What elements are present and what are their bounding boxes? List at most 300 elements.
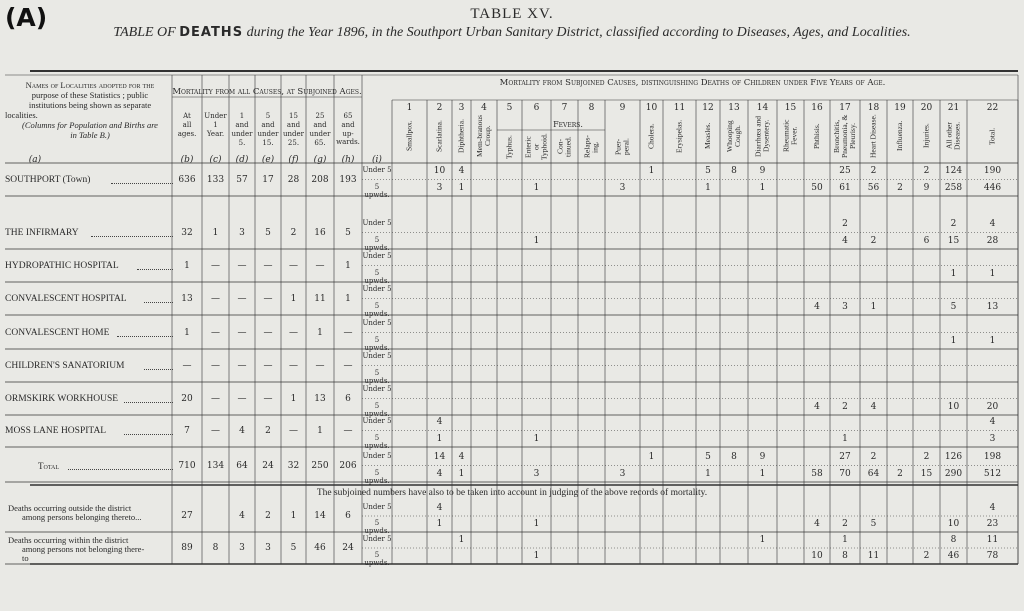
cause-count-upwards: 4 bbox=[814, 401, 820, 412]
cause-count-upwards: 64 bbox=[867, 468, 880, 479]
cause-count-under5: 25 bbox=[839, 166, 851, 176]
cause-count-upwards: 15 bbox=[920, 468, 933, 479]
cause-count-upwards: 446 bbox=[983, 182, 1002, 193]
disease-name: Injuries. bbox=[921, 123, 931, 149]
age-header-word: and bbox=[286, 121, 301, 129]
age-count: — bbox=[211, 393, 220, 404]
cause-count-upwards: 512 bbox=[983, 468, 1002, 479]
names-header-line: institutions being shown as separate bbox=[28, 100, 152, 110]
age-label-upwards: 5 upwds. bbox=[364, 268, 390, 285]
all-causes-header: Mortality from all Causes, at Subjoined Ages. bbox=[172, 87, 362, 97]
age-label-under5: Under 5 bbox=[362, 417, 392, 425]
age-count: 3 bbox=[239, 227, 245, 238]
age-label-under5: Under 5 bbox=[362, 452, 392, 460]
disease-name: Relaps-ing. bbox=[582, 135, 600, 159]
age-count: — bbox=[237, 260, 247, 271]
disease-name: Typhus. bbox=[504, 135, 514, 159]
age-label-under5: Under 5 bbox=[362, 503, 392, 511]
cause-count-upwards: 46 bbox=[947, 551, 960, 561]
cause-count-under5: 9 bbox=[759, 166, 766, 176]
cause-count-under5: 27 bbox=[839, 452, 851, 462]
age-count: 57 bbox=[236, 174, 248, 185]
cause-count-under5: 1 bbox=[458, 535, 465, 545]
age-count: — bbox=[263, 360, 273, 371]
age-count: — bbox=[315, 360, 325, 371]
age-header-word: and bbox=[235, 121, 249, 129]
age-count: 1 bbox=[345, 260, 351, 271]
age-count: 32 bbox=[181, 227, 193, 238]
age-count: 64 bbox=[236, 460, 248, 471]
age-label-under5: Under 5 bbox=[362, 166, 392, 174]
cause-count-upwards: 4 bbox=[870, 401, 877, 412]
cause-count-upwards: 1 bbox=[458, 182, 465, 193]
cause-count-under5: 2 bbox=[923, 166, 930, 176]
age-count: — bbox=[289, 425, 298, 436]
age-header-letter: (b) bbox=[180, 155, 194, 165]
age-label-under5: Under 5 bbox=[362, 385, 392, 393]
cause-count-upwards: 2 bbox=[923, 551, 930, 561]
disease-name: Heart Disease. bbox=[868, 114, 878, 158]
age-header-word: under bbox=[309, 130, 331, 138]
cause-count-under5: 10 bbox=[433, 166, 446, 176]
leader-dots bbox=[117, 328, 173, 337]
cause-count-under5: 5 bbox=[705, 166, 711, 176]
cause-count-upwards: 1 bbox=[759, 468, 766, 479]
age-count: — bbox=[263, 260, 273, 271]
names-header-line: Names of Localities adopted for the bbox=[25, 80, 155, 90]
cause-count-upwards: 3 bbox=[619, 468, 626, 479]
cause-count-under5: 4 bbox=[436, 417, 443, 427]
cause-count-upwards: 1 bbox=[458, 468, 465, 479]
age-label-under5: Under 5 bbox=[362, 535, 392, 543]
age-header-word: Year. bbox=[206, 130, 225, 138]
cause-count-under5: 2 bbox=[870, 452, 877, 462]
age-count: 208 bbox=[311, 174, 329, 185]
extra-row-label: among persons belonging thereto... bbox=[22, 512, 142, 522]
age-count: 32 bbox=[287, 460, 300, 471]
age-label-upwards: 5 upwds. bbox=[364, 468, 390, 485]
age-label-upwards: 5 upwds. bbox=[364, 401, 390, 418]
disease-number: 15 bbox=[784, 103, 797, 113]
cause-count-under5: 2 bbox=[923, 452, 930, 462]
disease-name: Scarlatina. bbox=[434, 120, 444, 152]
age-label-upwards: 5 upwds. bbox=[364, 433, 390, 450]
age-count: — bbox=[289, 260, 298, 271]
cause-count-upwards: 13 bbox=[986, 301, 999, 312]
age-count: — bbox=[263, 327, 273, 338]
cause-count-under5: 1 bbox=[648, 166, 655, 176]
age-label-upwards: 5 upwds. bbox=[364, 301, 390, 318]
cause-count-upwards: 20 bbox=[986, 401, 999, 412]
age-count: 5 bbox=[290, 543, 297, 553]
age-header-word: 5 bbox=[265, 112, 271, 120]
age-header-word: under bbox=[257, 130, 279, 138]
age-count: — bbox=[343, 327, 353, 338]
age-count: 1 bbox=[317, 425, 323, 436]
age-count: 5 bbox=[345, 227, 351, 238]
locality-name: CONVALESCENT HOSPITAL bbox=[5, 294, 127, 304]
cause-count-under5: 8 bbox=[731, 166, 737, 176]
cause-count-under5: 190 bbox=[983, 166, 1002, 176]
age-count: 636 bbox=[178, 174, 196, 185]
age-count: 11 bbox=[314, 293, 326, 304]
cause-count-upwards: 1 bbox=[950, 268, 957, 279]
age-count: 89 bbox=[181, 543, 193, 553]
locality-name: CHILDREN'S SANATORIUM bbox=[5, 361, 125, 371]
age-header-letter: (f) bbox=[288, 155, 299, 165]
age-count: 24 bbox=[262, 460, 274, 471]
cause-count-upwards: 8 bbox=[842, 551, 848, 561]
disease-name: Total. bbox=[987, 127, 997, 145]
age-header-word: 65 bbox=[343, 112, 353, 120]
disease-name: Puer-peral. bbox=[613, 138, 631, 156]
causes-header: Mortality from Subjoined Causes, distinguishing Deaths of Children under Five Years of Age. bbox=[499, 78, 886, 88]
cause-count-upwards: 10 bbox=[947, 519, 960, 529]
age-header-word: under bbox=[283, 130, 304, 138]
age-header-word: and bbox=[313, 121, 327, 129]
figure-label: (A) bbox=[5, 3, 48, 32]
age-label-under5: Under 5 bbox=[362, 352, 392, 360]
age-header-letter: (g) bbox=[313, 155, 327, 165]
age-count: 4 bbox=[239, 425, 245, 436]
cause-count-under5: 8 bbox=[731, 452, 737, 462]
age-count: 1 bbox=[184, 327, 190, 338]
age-header-letter: (c) bbox=[209, 155, 222, 165]
cause-count-upwards: 2 bbox=[870, 235, 877, 246]
age-header-word: 1 bbox=[213, 121, 218, 129]
cause-count-upwards: 1 bbox=[759, 182, 766, 193]
cause-count-upwards: 1 bbox=[989, 268, 996, 279]
extra-row-label: Deaths occurring outside the district bbox=[8, 503, 132, 513]
age-count: 1 bbox=[212, 227, 219, 238]
disease-name: Diarrhœa and Dysentery. bbox=[753, 115, 771, 157]
age-label-upwards: 5 upwds. bbox=[364, 368, 390, 385]
cause-count-upwards: 1 bbox=[533, 433, 540, 444]
cause-count-upwards: 28 bbox=[986, 235, 999, 246]
names-header-line: in Table B.) bbox=[70, 130, 110, 140]
age-count: 13 bbox=[181, 293, 193, 304]
extra-row-label: Deaths occurring within the district bbox=[8, 535, 129, 545]
names-header bbox=[5, 80, 175, 140]
locality-name: Total bbox=[38, 461, 60, 471]
disease-name: All other Diseases. bbox=[944, 121, 962, 151]
age-count: — bbox=[343, 425, 353, 436]
cause-count-upwards: 1 bbox=[842, 433, 848, 444]
disease-name: Rheumatic Fever. bbox=[781, 119, 799, 153]
cause-count-upwards: 3 bbox=[436, 182, 443, 193]
cause-count-upwards: 3 bbox=[989, 433, 996, 444]
disease-number: 11 bbox=[673, 103, 686, 113]
leader-dots bbox=[91, 228, 173, 237]
disease-number: 2 bbox=[436, 103, 443, 113]
age-count: — bbox=[211, 360, 220, 371]
leader-dots bbox=[137, 261, 173, 270]
disease-number: 16 bbox=[811, 103, 823, 113]
cause-count-upwards: 5 bbox=[870, 519, 877, 529]
age-count: — bbox=[211, 327, 220, 338]
age-count: 27 bbox=[181, 511, 193, 521]
cause-count-under5: 4 bbox=[989, 417, 996, 427]
age-header-word: 5. bbox=[238, 139, 246, 147]
cause-count-upwards: 1 bbox=[989, 335, 996, 346]
leader-dots bbox=[68, 461, 173, 470]
age-count: 16 bbox=[314, 227, 326, 238]
locality-name: THE INFIRMARY bbox=[5, 228, 79, 238]
cause-count-upwards: 10 bbox=[947, 401, 960, 412]
age-header-word: 1 bbox=[239, 112, 245, 120]
disease-name: Whooping Cough. bbox=[725, 120, 742, 152]
age-header-word: under bbox=[231, 130, 253, 138]
cause-count-upwards: 4 bbox=[436, 468, 443, 479]
age-count: — bbox=[289, 360, 298, 371]
cause-count-upwards: 1 bbox=[705, 182, 711, 193]
cause-count-under5: 1 bbox=[648, 452, 655, 462]
age-label-under5: Under 5 bbox=[362, 319, 392, 327]
age-count: 1 bbox=[317, 327, 323, 338]
age-header-letter: (h) bbox=[341, 155, 355, 165]
names-header-line: (Columns for Population and Births are bbox=[22, 120, 158, 130]
cause-count-under5: 2 bbox=[842, 219, 848, 229]
age-count: 1 bbox=[290, 393, 297, 404]
age-count: 20 bbox=[181, 393, 193, 404]
age-count: 6 bbox=[345, 511, 351, 521]
age-count: 5 bbox=[265, 227, 271, 238]
cause-count-upwards: 2 bbox=[897, 468, 903, 479]
disease-name: Con-tinued. bbox=[555, 136, 573, 158]
age-count: — bbox=[237, 293, 247, 304]
cause-count-upwards: 5 bbox=[950, 301, 957, 312]
disease-number: 22 bbox=[986, 103, 999, 113]
cause-count-upwards: 10 bbox=[811, 551, 823, 561]
cause-count-under5: 14 bbox=[433, 452, 446, 462]
cause-count-upwards: 1 bbox=[533, 551, 540, 561]
cause-count-under5: 11 bbox=[986, 535, 999, 545]
age-count: — bbox=[343, 360, 353, 371]
disease-number: 9 bbox=[619, 103, 626, 113]
title-post: during the Year 1896, in the Southport Urban Sanitary District, classified according to Diseases, Ages, and Localities. bbox=[246, 25, 911, 40]
disease-name: Diphtheria. bbox=[456, 119, 466, 153]
cause-count-upwards: 1 bbox=[533, 235, 540, 246]
leader-dots bbox=[111, 175, 173, 184]
locality-name: MOSS LANE HOSPITAL bbox=[5, 426, 107, 436]
cause-count-upwards: 2 bbox=[897, 182, 903, 193]
disease-number: 3 bbox=[458, 103, 465, 113]
subjoined-note: The subjoined numbers have also to be taken into account in judging of the above records of mortality. bbox=[316, 488, 708, 498]
cause-count-under5: 1 bbox=[759, 535, 766, 545]
disease-number: 8 bbox=[588, 103, 595, 113]
age-count: — bbox=[211, 293, 220, 304]
age-header-word: 15 bbox=[289, 112, 298, 120]
age-count: 710 bbox=[178, 460, 196, 471]
cause-count-upwards: 3 bbox=[619, 182, 626, 193]
age-label-upwards: 5 upwds. bbox=[364, 235, 390, 252]
disease-number: 14 bbox=[756, 103, 769, 113]
age-header-word: and bbox=[261, 121, 275, 129]
cause-count-under5: 4 bbox=[436, 503, 443, 513]
disease-number: 18 bbox=[867, 103, 880, 113]
cause-count-under5: 4 bbox=[989, 503, 996, 513]
cause-count-upwards: 2 bbox=[842, 519, 848, 529]
disease-number: 13 bbox=[728, 103, 740, 113]
cause-count-upwards: 70 bbox=[839, 468, 851, 479]
disease-number: 4 bbox=[481, 103, 487, 113]
disease-number: 7 bbox=[561, 103, 568, 113]
age-label-upwards: 5 upwds. bbox=[364, 335, 390, 352]
disease-number: 1 bbox=[406, 103, 413, 113]
disease-name: Smallpox. bbox=[404, 120, 414, 152]
locality-name: ORMSKIRK WORKHOUSE bbox=[5, 394, 119, 404]
age-count: 2 bbox=[290, 227, 297, 238]
age-header-word: up-wards. bbox=[336, 130, 360, 146]
cause-count-under5: 4 bbox=[458, 452, 465, 462]
age-count: 2 bbox=[265, 511, 271, 521]
disease-name: Influenza. bbox=[895, 120, 904, 152]
leader-dots bbox=[144, 361, 173, 370]
disease-number: 10 bbox=[645, 103, 658, 113]
age-count: — bbox=[263, 393, 273, 404]
age-count: 134 bbox=[206, 460, 225, 471]
age-count: 3 bbox=[239, 543, 245, 553]
age-label-upwards: 5 upwds. bbox=[364, 182, 390, 199]
cause-count-upwards: 61 bbox=[839, 182, 851, 193]
cause-count-upwards: 4 bbox=[814, 519, 820, 529]
disease-number: 20 bbox=[920, 103, 933, 113]
cause-count-upwards: 11 bbox=[867, 551, 880, 561]
disease-number: 21 bbox=[947, 103, 960, 113]
disease-name: Erysipelas. bbox=[674, 119, 684, 153]
cause-count-upwards: 1 bbox=[436, 519, 443, 529]
locality-name: CONVALESCENT HOME bbox=[5, 328, 110, 338]
leader-dots bbox=[144, 294, 173, 303]
age-count: 133 bbox=[206, 174, 225, 185]
cause-count-under5: 9 bbox=[759, 452, 766, 462]
disease-name: Phthisis. bbox=[812, 123, 821, 149]
age-count: 14 bbox=[314, 511, 326, 521]
age-count: 3 bbox=[265, 543, 271, 553]
age-label-under5: Under 5 bbox=[362, 219, 392, 227]
cause-count-upwards: 3 bbox=[533, 468, 540, 479]
cause-count-upwards: 58 bbox=[811, 468, 823, 479]
age-count: — bbox=[211, 260, 220, 271]
cause-count-upwards: 1 bbox=[436, 433, 443, 444]
age-count: 6 bbox=[345, 393, 351, 404]
age-header-letter: (d) bbox=[235, 155, 249, 165]
cause-count-upwards: 23 bbox=[986, 519, 999, 529]
table-number: TABLE XV. bbox=[470, 6, 554, 22]
cause-count-upwards: 78 bbox=[986, 551, 999, 561]
age-count: — bbox=[237, 393, 247, 404]
cause-count-upwards: 1 bbox=[705, 468, 711, 479]
extra-row-label: to bbox=[22, 553, 29, 563]
age-header-letter: (e) bbox=[261, 155, 275, 165]
cause-count-under5: 126 bbox=[944, 452, 963, 462]
age-header-word: 65. bbox=[314, 139, 326, 147]
age-count: 250 bbox=[311, 460, 329, 471]
disease-name: Measles. bbox=[703, 122, 712, 150]
age-count: — bbox=[315, 260, 325, 271]
cause-count-upwards: 1 bbox=[870, 301, 877, 312]
age-count: 206 bbox=[339, 460, 357, 471]
age-label-upwards: 5 upwds. bbox=[364, 519, 390, 535]
cause-count-upwards: 3 bbox=[842, 301, 848, 312]
disease-number: 17 bbox=[839, 103, 851, 113]
age-count: 7 bbox=[184, 425, 190, 436]
age-count: 1 bbox=[290, 511, 297, 521]
age-label-under5: Under 5 bbox=[362, 285, 392, 293]
cause-count-upwards: 15 bbox=[947, 235, 960, 246]
disease-number: 6 bbox=[533, 103, 540, 113]
age-label-under5: Under 5 bbox=[362, 252, 392, 260]
age-header-word: 25. bbox=[287, 139, 300, 147]
cause-count-upwards: 56 bbox=[867, 182, 880, 193]
disease-name: Bronchitis, Pneumonia, & Pleurisy. bbox=[832, 114, 857, 158]
extra-row-label: among persons not belonging there- bbox=[22, 544, 145, 554]
age-header-word: 25 bbox=[315, 112, 325, 120]
age-count: 46 bbox=[314, 543, 326, 553]
age-label-upwards: 5 upwds. bbox=[364, 551, 390, 567]
cause-count-under5: 1 bbox=[842, 535, 848, 545]
names-header-line: purpose of these Statistics ; public bbox=[31, 90, 149, 100]
disease-number: 12 bbox=[702, 103, 714, 113]
cause-count-under5: 4 bbox=[458, 166, 465, 176]
cause-count-upwards: 1 bbox=[950, 335, 957, 346]
cause-count-upwards: 2 bbox=[842, 401, 848, 412]
cause-count-under5: 2 bbox=[870, 166, 877, 176]
age-count: 193 bbox=[339, 174, 357, 185]
age-count: — bbox=[289, 327, 298, 338]
cause-count-under5: 124 bbox=[944, 166, 963, 176]
cause-count-upwards: 258 bbox=[944, 182, 963, 193]
cause-count-upwards: 290 bbox=[944, 468, 963, 479]
cause-count-under5: 198 bbox=[983, 452, 1002, 462]
age-count: — bbox=[263, 293, 273, 304]
title-pre: TABLE OF bbox=[113, 25, 176, 40]
disease-name: Cholera. bbox=[646, 123, 656, 149]
cause-count-under5: 2 bbox=[950, 219, 957, 229]
leader-dots bbox=[124, 394, 173, 403]
disease-name: Mem-branous Croup. bbox=[475, 114, 492, 158]
age-count: 17 bbox=[262, 174, 274, 185]
age-count: — bbox=[237, 327, 247, 338]
age-group-letter: (i) bbox=[372, 155, 382, 165]
cause-count-upwards: 4 bbox=[814, 301, 820, 312]
cause-count-under5: 8 bbox=[950, 535, 957, 545]
age-count: 8 bbox=[212, 543, 219, 553]
names-header-line: localities. bbox=[5, 110, 38, 120]
age-header-word: Under bbox=[204, 112, 227, 120]
age-header-word: and bbox=[341, 121, 355, 129]
fevers-label: Fevers. bbox=[553, 120, 583, 129]
age-count: 4 bbox=[239, 511, 245, 521]
cause-count-upwards: 1 bbox=[533, 519, 540, 529]
age-header-word: all bbox=[182, 121, 192, 129]
locality-name: HYDROPATHIC HOSPITAL bbox=[5, 261, 119, 271]
cause-count-under5: 4 bbox=[989, 219, 996, 229]
disease-number: 19 bbox=[894, 103, 906, 113]
leader-dots bbox=[124, 426, 173, 435]
age-count: — bbox=[182, 360, 192, 371]
cause-count-upwards: 4 bbox=[842, 235, 848, 246]
locality-name: SOUTHPORT (Town) bbox=[5, 175, 91, 185]
cause-count-upwards: 50 bbox=[811, 182, 823, 193]
cause-count-upwards: 6 bbox=[923, 235, 930, 246]
disease-number: 5 bbox=[506, 103, 513, 113]
age-count: 1 bbox=[290, 293, 297, 304]
disease-name: Enteric or Typhoid. bbox=[523, 133, 549, 161]
age-header-word: ages. bbox=[177, 130, 197, 138]
title-deaths: DEATHS bbox=[179, 25, 244, 40]
age-count: 13 bbox=[314, 393, 326, 404]
